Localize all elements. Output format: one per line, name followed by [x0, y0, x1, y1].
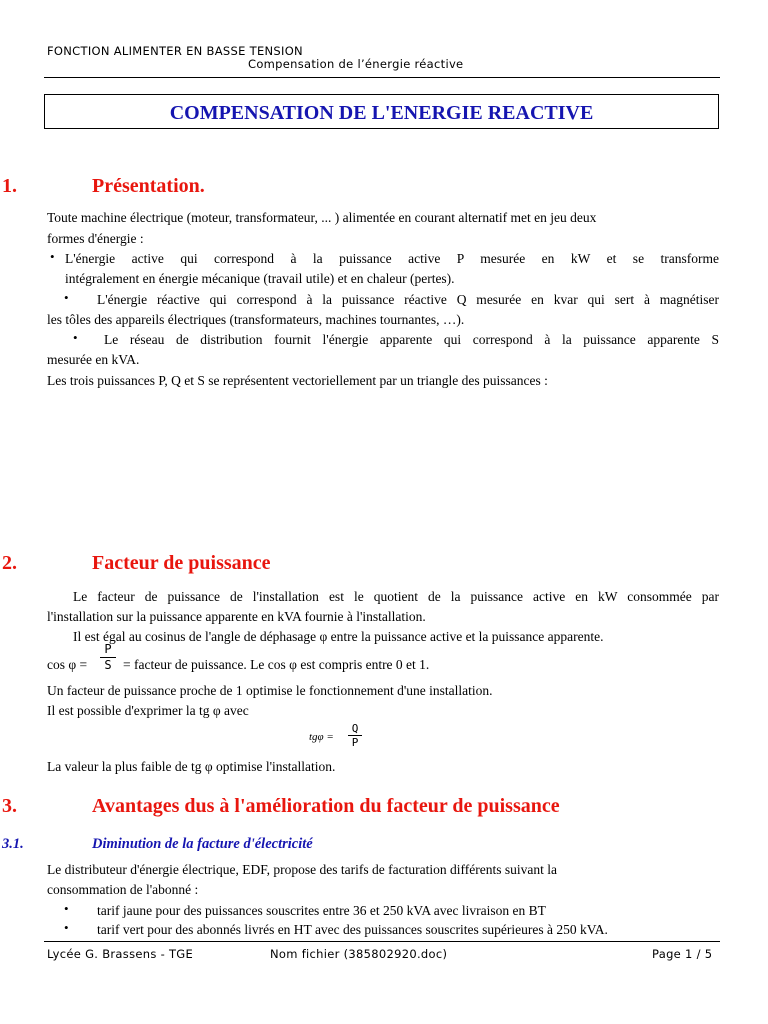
- section2-para5: La valeur la plus faible de tg φ optimise l'installation.: [47, 759, 336, 774]
- tg-fraction: [348, 722, 362, 749]
- section1-intro-line1: Toute machine électrique (moteur, transformateur, ... ) alimentée en courant alternatif met en jeu deux: [47, 210, 597, 225]
- section3-heading: Avantages dus à l'amélioration du facteur de puissance: [92, 795, 560, 817]
- subsection31-number: 3.1.: [2, 836, 24, 852]
- section3-bullet1: tarif jaune pour des puissances souscrites entre 36 et 250 kVA avec livraison en BT: [97, 903, 546, 918]
- section1-bullet1-line1: L'énergie active qui correspond à la puissance active P mesurée en kW et se transforme: [65, 251, 719, 266]
- section2-heading: Facteur de puissance: [92, 552, 271, 574]
- section1-bullet2-line2: les tôles des appareils électriques (transformateurs, machines tournantes, …).: [47, 312, 465, 327]
- cos-formula-suffix: = facteur de puissance. Le cos φ est compris entre 0 et 1.: [123, 657, 430, 672]
- bullet-icon: •: [73, 330, 78, 345]
- page-title: COMPENSATION DE L'ENERGIE REACTIVE: [169, 102, 594, 124]
- section1-intro-line2: formes d'énergie :: [47, 231, 144, 246]
- section2-para1-line1: Le facteur de puissance de l'installation est le quotient de la puissance active en kW consommée par: [73, 589, 719, 604]
- bullet-icon: •: [50, 249, 55, 264]
- section3-para1-line1: Le distributeur d'énergie électrique, EDF, propose des tarifs de facturation différents suivant la: [47, 862, 557, 877]
- bullet-icon: •: [64, 290, 69, 305]
- section2-para4: Il est possible d'exprimer la tg φ avec: [47, 703, 249, 718]
- footer-rule: [44, 941, 720, 942]
- section3-para1-line2: consommation de l'abonné :: [47, 882, 199, 897]
- section2-para1-line2: l'installation sur la puissance apparente en kVA fournie à l'installation.: [47, 609, 426, 624]
- footer-school: Lycée G. Brassens - TGE: [47, 947, 194, 961]
- header-left: FONCTION ALIMENTER EN BASSE TENSION: [47, 44, 303, 58]
- section1-bullet1-line2: intégralement en énergie mécanique (travail utile) et en chaleur (pertes).: [65, 271, 455, 286]
- section3-bullet2: tarif vert pour des abonnés livrés en HT avec des puissances souscrites supérieures à 250 kVA.: [97, 922, 608, 937]
- header-rule: [44, 77, 720, 78]
- tg-numerator: Q: [351, 722, 359, 735]
- section2-para2: Il est égal au cosinus de l'angle de déphasage φ entre la puissance active et la puissance apparente.: [73, 629, 604, 644]
- bullet-icon: •: [64, 920, 69, 935]
- bullet-icon: •: [64, 901, 69, 916]
- header-right: Compensation de l’énergie réactive: [248, 57, 464, 71]
- section1-closing: Les trois puissances P, Q et S se représentent vectoriellement par un triangle des puissances :: [47, 373, 548, 388]
- section1-bullet3-line1: Le réseau de distribution fournit l'énergie apparente qui correspond à la puissance apparente S: [104, 332, 719, 347]
- cos-fraction: [100, 642, 116, 673]
- subsection31-heading: Diminution de la facture d'électricité: [92, 836, 313, 852]
- cos-denominator: S: [104, 658, 112, 672]
- section1-bullet2-line1: L'énergie réactive qui correspond à la puissance réactive Q mesurée en kvar qui sert à magnétiser: [97, 292, 719, 307]
- section1-number: 1.: [2, 175, 17, 197]
- section1-bullet3-line2: mesurée en kVA.: [47, 352, 140, 367]
- section2-para3: Un facteur de puissance proche de 1 optimise le fonctionnement d'une installation.: [47, 683, 493, 698]
- footer-file: Nom fichier (385802920.doc): [270, 947, 448, 961]
- footer-page: Page 1 / 5: [652, 947, 713, 961]
- section1-heading: Présentation.: [92, 175, 205, 197]
- section3-number: 3.: [2, 795, 17, 817]
- section2-number: 2.: [2, 552, 17, 574]
- cos-numerator: P: [104, 642, 112, 656]
- cos-formula-prefix: cos φ =: [47, 657, 88, 672]
- tg-formula-prefix: tgφ =: [309, 731, 334, 743]
- title-box: [44, 94, 719, 129]
- tg-denominator: P: [351, 736, 359, 749]
